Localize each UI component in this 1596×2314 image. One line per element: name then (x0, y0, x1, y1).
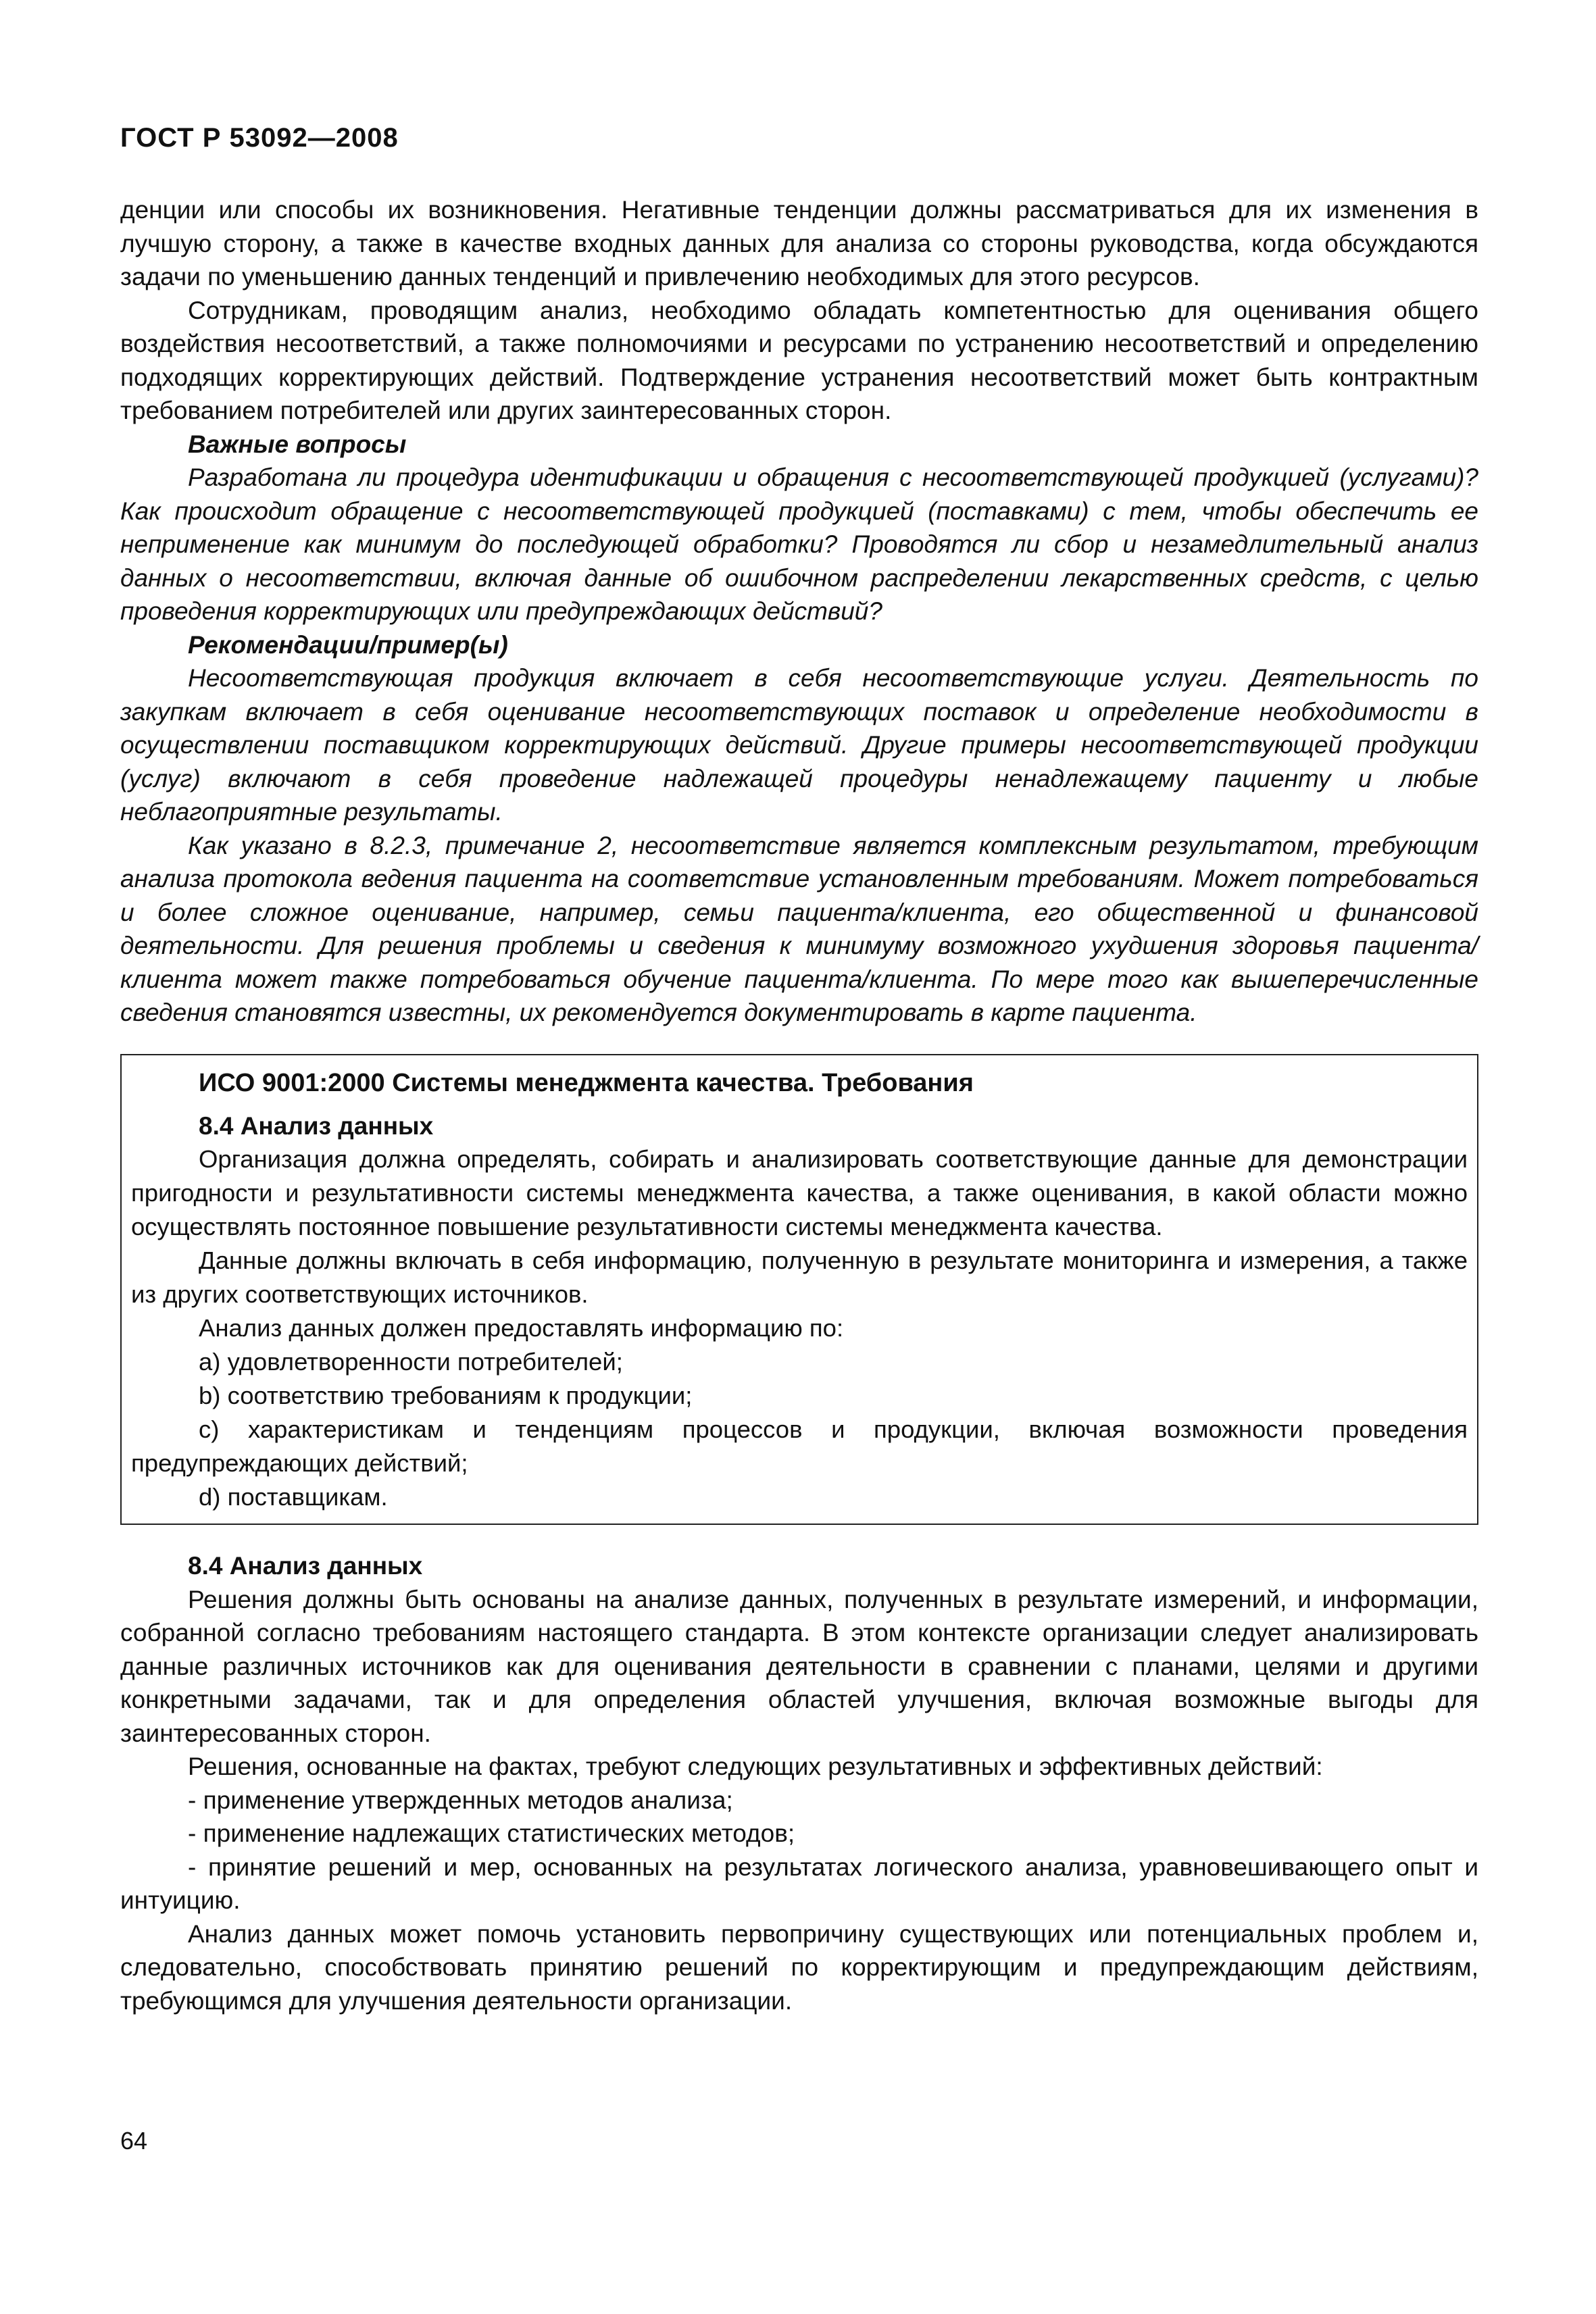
box-list-item: d) поставщикам. (199, 1483, 388, 1511)
paragraph-staff: Сотрудникам, проводящим анализ, необходимо обладать компетентностью для оценивания общего воздействия несоответствий, а также полномочиями и ресурсами по устранению несоответствий и определению подходящих корректирующих действий. Подтверждение устранения несоответствий может быть контрактным требованием потребителей или других заинтересованных сторон. (120, 296, 1478, 424)
box-list-item: c) характеристикам и тенденциям процессов и продукции, включая возможности проведения предупреждающих действий; (131, 1415, 1468, 1477)
box-title: ИСО 9001:2000 Системы менеджмента качества. Требования (199, 1068, 974, 1097)
heading-important-questions: Важные вопросы (188, 430, 407, 458)
section-paragraph-3: Анализ данных может помочь установить первопричину существующих или потенциальных проблем и, следовательно, способствовать принятию решений по корректирующим и предупреждающим действиям, требующимся для улучшения деятельности организации. (120, 1919, 1478, 2015)
section-list-item: - принятие решений и мер, основанных на результатах логического анализа, уравновешивающего опыт и интуицию. (120, 1853, 1478, 1914)
paragraph-questions: Разработана ли процедура идентификации и обращения с несоответствующей продукцией (услугами)? Как происходит обращение с несоответствующей продукцией (поставками) с тем, чтобы обеспечить ее неприменение как минимум до последующей обработки? Проводятся ли сбор и незамедлительный анализ данных о несоответствии, включая данные об ошибочном распределении лекарственных средств, с целью проведения корректирующих или предупреждающих действий? (120, 463, 1478, 625)
box-list-item: b) соответствию требованиям к продукции; (199, 1382, 693, 1409)
box-paragraph-3: Анализ данных должен предоставлять информацию по: (199, 1314, 844, 1342)
box-list-item: а) удовлетворенности потребителей; (199, 1348, 623, 1376)
box-section-heading: 8.4 Анализ данных (199, 1111, 434, 1140)
paragraph-recommendations-2: Как указано в 8.2.3, примечание 2, несоответствие является комплексным результатом, требующим анализа протокола ведения пациента на соответствие установленным требованиям. Может потребоваться и более сложное оценивание, например, семьи пациента/клиента, его общественной и финансовой деятельности. Для решения проблемы и сведения к минимуму возможного ухудшения здоровья пациента/клиента может также потребоваться обучение пациента/клиента. По мере того как вышеперечисленные сведения становятся известны, их рекомендуется документировать в карте пациента. (120, 831, 1478, 1026)
page-number: 64 (120, 2127, 148, 2155)
section-paragraph-1: Решения должны быть основаны на анализе данных, полученных в результате измерений, и информации, собранной согласно требованиям настоящего стандарта. В этом контексте организации следует анализировать данные различных источников как для оценивания деятельности в сравнении с планами, целями и другими конкретными задачами, так и для определения областей улучшения, включая возможные выгоды для заинтересованных сторон. (120, 1585, 1478, 1747)
box-paragraph-1: Организация должна определять, собирать и анализировать соответствующие данные для демонстрации пригодности и результативности системы менеджмента качества, а также оценивания, в какой области можно осуществлять постоянное повышение результативности системы менеджмента качества. (131, 1145, 1468, 1240)
section-list-item: - применение надлежащих статистических методов; (188, 1819, 795, 1847)
iso-requirement-box (120, 1054, 1478, 1526)
document-page (120, 122, 1478, 2017)
section-heading-data-analysis: 8.4 Анализ данных (188, 1552, 423, 1580)
document-header: ГОСТ Р 53092—2008 (120, 123, 399, 153)
box-paragraph-2: Данные должны включать в себя информацию, полученную в результате мониторинга и измерения, а также из других соответствующих источников. (131, 1247, 1468, 1308)
section-paragraph-2: Решения, основанные на фактах, требуют следующих результативных и эффективных действий: (188, 1753, 1323, 1780)
heading-recommendations: Рекомендации/пример(ы) (188, 630, 508, 659)
paragraph-continuation: денции или способы их возникновения. Негативные тенденции должны рассматриваться для их изменения в лучшую сторону, а также в качестве входных данных для анализа со стороны руководства, когда обсуждаются задачи по уменьшению данных тенденций и привлечению необходимых для этого ресурсов. (120, 196, 1478, 291)
paragraph-recommendations-1: Несоответствующая продукция включает в себя несоответствующие услуги. Деятельность по закупкам включает в себя оценивание несоответствующих поставок и определение необходимости в осуществлении поставщиком корректирующих действий. Другие примеры несоответствующей продукции (услуг) включают в себя проведение надлежащей процедуры ненадлежащему пациенту и любые неблагоприятные результаты. (120, 664, 1478, 826)
section-list-item: - применение утвержденных методов анализа; (188, 1786, 733, 1814)
